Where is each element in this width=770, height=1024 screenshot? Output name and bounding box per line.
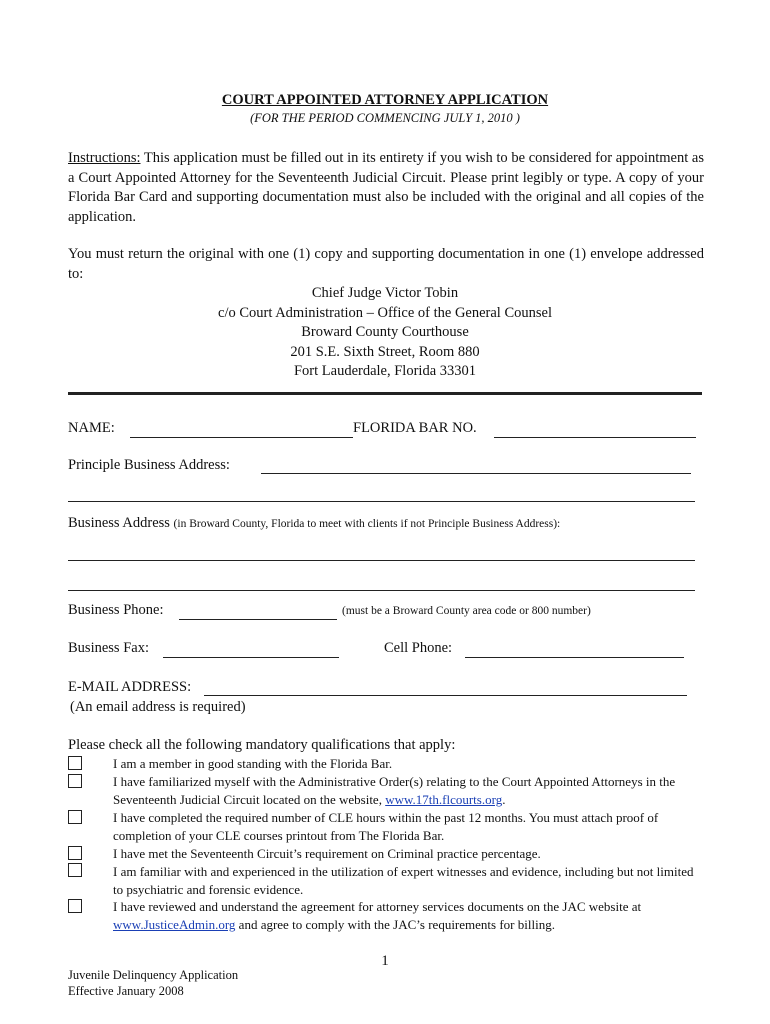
section-divider: [68, 392, 702, 395]
principal-address-field-2[interactable]: [68, 501, 695, 502]
footer: [68, 968, 238, 999]
principal-address-label: Principle Business Address:: [68, 457, 230, 473]
flcourts-link[interactable]: www.17th.flcourts.org: [385, 791, 503, 807]
cell-phone-label: Cell Phone:: [384, 640, 453, 656]
address-line-1: Chief Judge Victor Tobin: [311, 285, 459, 301]
qualification-text-2-end: .: [502, 791, 506, 807]
business-fax-label: Business Fax:: [68, 640, 149, 656]
qualification-text-1: I am a member in good standing with the Florida Bar.: [113, 756, 393, 771]
page-number: 1: [381, 953, 389, 969]
qualification-text-6-end: and agree to comply with the JAC’s requirements for billing.: [235, 916, 555, 932]
instructions-label: Instructions:: [68, 150, 141, 166]
email-field[interactable]: [204, 695, 687, 696]
bar-number-field[interactable]: [494, 437, 696, 438]
qualification-checkbox-5[interactable]: [68, 863, 82, 877]
qualification-checkbox-1[interactable]: [68, 756, 82, 770]
instructions-paragraph: [68, 149, 704, 227]
name-label: NAME:: [68, 420, 115, 436]
qualification-text-2: [113, 773, 703, 808]
instructions-text: This application must be filled out in its entirety if you wish to be considered for appointment as a Court Appointed Attorney for the Seventeenth Judicial Circuit. Please print legibly or type. A copy of your Florida Bar Card and supporting documentation must also be included with the original and all copies of the application.: [68, 150, 704, 225]
address-line-4: 201 S.E. Sixth Street, Room 880: [290, 343, 480, 360]
qualification-text-5: I am familiar with and experienced in the utilization of expert witnesses and evidence, including but not limited to psychiatric and forensic evidence.: [113, 864, 694, 897]
qualification-checkbox-2[interactable]: [68, 774, 82, 788]
business-fax-field[interactable]: [163, 657, 339, 658]
business-phone-note: (must be a Broward County area code or 800 number): [342, 605, 591, 617]
email-label: E-MAIL ADDRESS:: [68, 679, 192, 695]
address-line-2: c/o Court Administration – Office of the General Counsel: [218, 304, 552, 321]
address-line-3: Broward County Courthouse: [301, 324, 469, 340]
return-instructions: You must return the original with one (1) copy and supporting documentation in one (1) envelope addressed to:: [68, 246, 704, 282]
bar-number-label: FLORIDA BAR NO.: [353, 420, 477, 436]
business-phone-field[interactable]: [179, 619, 337, 620]
business-phone-label: Business Phone:: [68, 602, 164, 618]
principal-address-field[interactable]: [261, 473, 691, 474]
qualification-text-3: I have completed the required number of CLE hours within the past 12 months. You must attach proof of completion of your CLE courses printout from The Florida Bar.: [113, 810, 659, 843]
business-address-label-row: [68, 515, 560, 532]
qualification-text-4: I have met the Seventeenth Circuit’s requirement on Criminal practice percentage.: [113, 846, 541, 861]
name-field[interactable]: [130, 437, 353, 438]
footer-line-1: Juvenile Delinquency Application: [68, 968, 239, 982]
business-address-label: Business Address: [68, 515, 170, 531]
email-note: (An email address is required): [70, 699, 246, 715]
footer-line-2: Effective January 2008: [68, 983, 184, 998]
qualification-text-6-body: I have reviewed and understand the agreement for attorney services documents on the JAC website at: [113, 899, 642, 914]
qualifications-title: Please check all the following mandatory qualifications that apply:: [68, 737, 456, 753]
business-address-note: (in Broward County, Florida to meet with clients if not Principle Business Address):: [173, 518, 561, 530]
page-title: COURT APPOINTED ATTORNEY APPLICATION: [221, 92, 549, 108]
page-subtitle: (FOR THE PERIOD COMMENCING JULY 1, 2010 ): [250, 111, 520, 125]
business-address-field-2[interactable]: [68, 590, 695, 591]
mailing-address: [0, 284, 770, 382]
qualification-text-6: [113, 898, 703, 933]
business-address-field[interactable]: [68, 560, 695, 561]
qualification-text-2-body: I have familiarized myself with the Administrative Order(s) relating to the Court Appointed Attorneys in the Seventeenth Judicial Circuit located on the website,: [113, 774, 676, 807]
address-line-5: Fort Lauderdale, Florida 33301: [293, 363, 476, 379]
qualification-checkbox-4[interactable]: [68, 846, 82, 860]
qualification-checkbox-3[interactable]: [68, 810, 82, 824]
qualification-checkbox-6[interactable]: [68, 899, 82, 913]
justiceadmin-link[interactable]: www.JusticeAdmin.org: [113, 916, 236, 932]
cell-phone-field[interactable]: [465, 657, 684, 658]
